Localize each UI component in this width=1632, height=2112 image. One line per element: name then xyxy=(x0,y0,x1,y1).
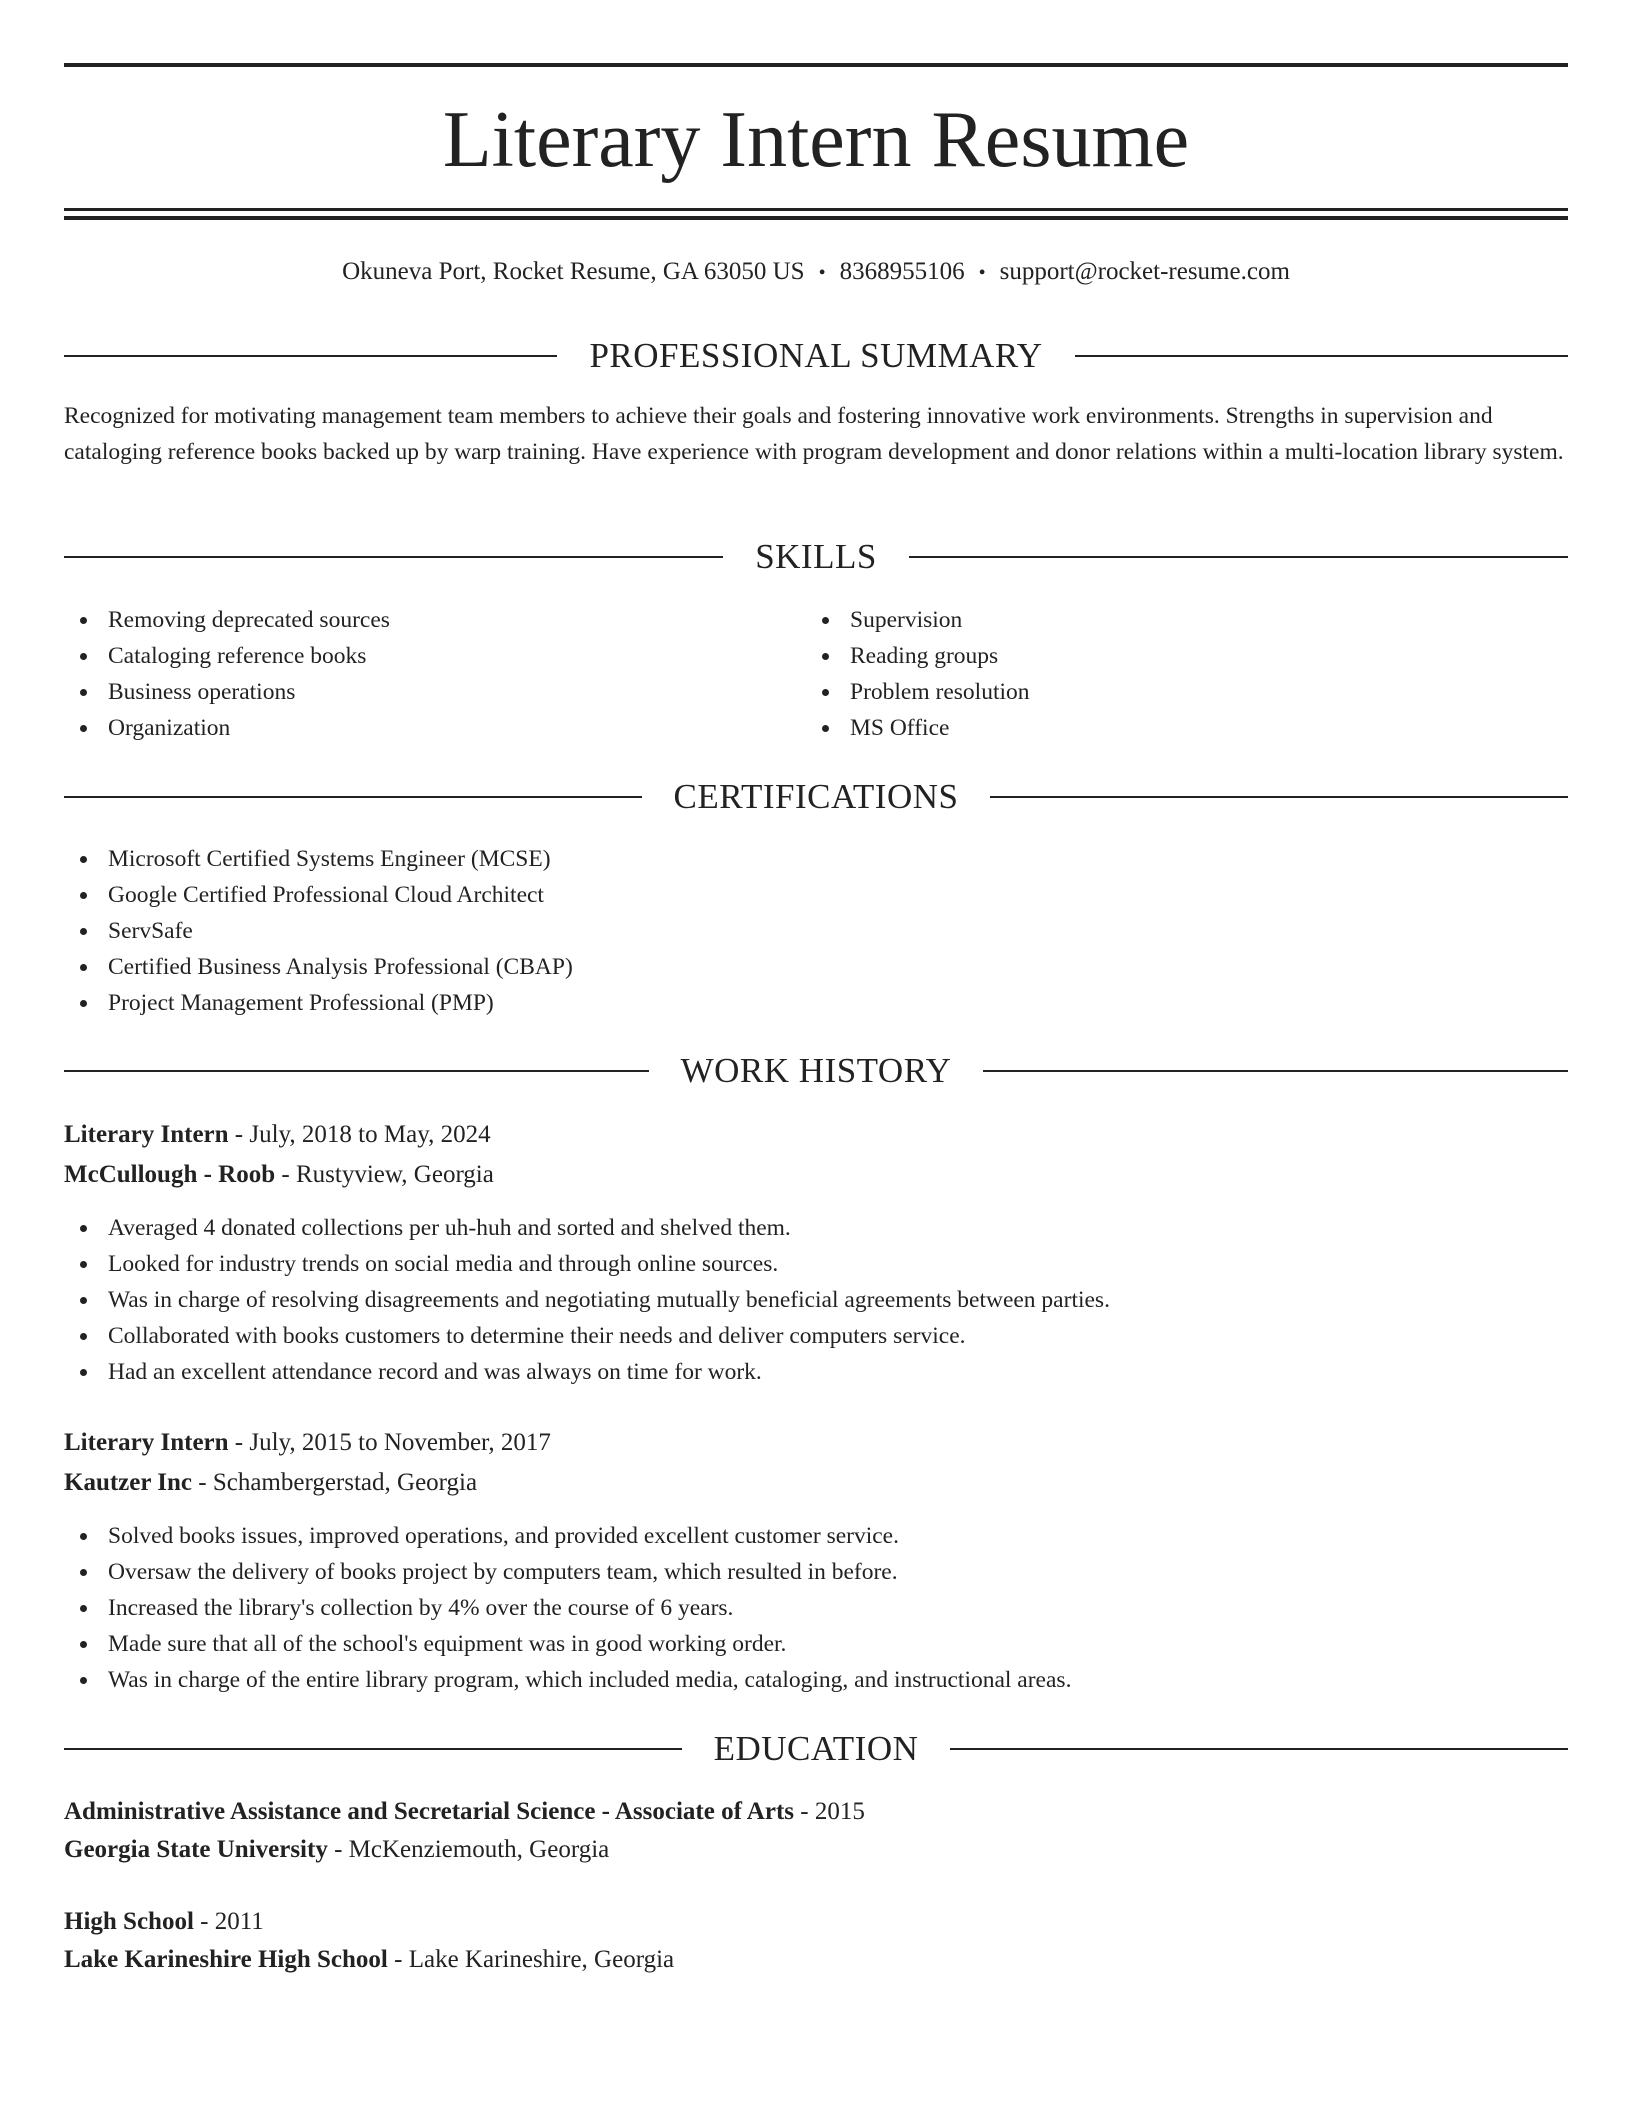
heading-rule xyxy=(909,556,1568,558)
skill-item: Organization xyxy=(64,710,764,746)
skill-item: Problem resolution xyxy=(806,674,1506,710)
job-bullet: Oversaw the delivery of books project by computers team, which resulted in before. xyxy=(64,1554,1568,1590)
job-bullet: Made sure that all of the school's equipment was in good working order. xyxy=(64,1626,1568,1662)
section-title: CERTIFICATIONS xyxy=(673,777,959,816)
section-title: WORK HISTORY xyxy=(680,1051,952,1090)
job-title-line xyxy=(64,1115,1568,1155)
education-location: - McKenziemouth, Georgia xyxy=(327,1836,610,1863)
section-heading-summary xyxy=(64,334,1568,378)
skill-item: Cataloging reference books xyxy=(64,638,764,674)
heading-rule xyxy=(64,796,642,798)
education-year: - 2011 xyxy=(193,1908,264,1935)
contact-separator: • xyxy=(978,262,986,284)
job-bullet: Had an excellent attendance record and was always on time for work. xyxy=(64,1354,1568,1390)
section-title: SKILLS xyxy=(755,537,877,576)
education-degree-line xyxy=(64,1793,1568,1831)
top-rule xyxy=(64,63,1568,67)
section-title: PROFESSIONAL SUMMARY xyxy=(589,336,1043,375)
certifications-list xyxy=(64,841,1568,1021)
job-dates: - July, 2018 to May, 2024 xyxy=(228,1121,491,1148)
job-bullet: Averaged 4 donated collections per uh-huh and sorted and shelved them. xyxy=(64,1210,1568,1246)
education-year: - 2015 xyxy=(794,1798,865,1825)
job-location: - Rustyview, Georgia xyxy=(275,1161,494,1188)
job-dates: - July, 2015 to November, 2017 xyxy=(228,1429,551,1456)
heading-rule xyxy=(64,556,723,558)
job-bullet: Was in charge of the entire library program, which included media, cataloging, and instructional areas. xyxy=(64,1662,1568,1698)
certification-item: Certified Business Analysis Professional (CBAP) xyxy=(64,949,1568,985)
job-company: Kautzer Inc xyxy=(64,1469,192,1496)
contact-separator: • xyxy=(818,262,826,284)
heading-rule xyxy=(983,1070,1568,1072)
job-bullet: Solved books issues, improved operations, and provided excellent customer service. xyxy=(64,1518,1568,1554)
skills-list-left xyxy=(64,602,764,746)
heading-rule xyxy=(1075,355,1568,357)
title-rule-upper xyxy=(64,208,1568,211)
job-company: McCullough - Roob xyxy=(64,1161,276,1188)
section-heading-education xyxy=(64,1727,1568,1771)
title-rule-lower xyxy=(64,216,1568,220)
education-location: - Lake Karineshire, Georgia xyxy=(387,1946,675,1973)
job-bullets xyxy=(64,1518,1568,1698)
heading-rule xyxy=(990,796,1568,798)
education-school-line xyxy=(64,1941,1568,1979)
contact-phone: 8368955106 xyxy=(839,258,965,285)
heading-rule xyxy=(64,355,557,357)
section-heading-work xyxy=(64,1049,1568,1093)
education-degree-line xyxy=(64,1903,1568,1941)
section-heading-skills xyxy=(64,535,1568,579)
job-title-line xyxy=(64,1423,1568,1463)
skill-item: Supervision xyxy=(806,602,1506,638)
resume-title: Literary Intern Resume xyxy=(442,96,1190,184)
skill-item: Reading groups xyxy=(806,638,1506,674)
job-bullet: Collaborated with books customers to determine their needs and deliver computers service. xyxy=(64,1318,1568,1354)
certification-item: Microsoft Certified Systems Engineer (MCSE) xyxy=(64,841,1568,877)
contact-line xyxy=(64,254,1568,291)
education-school-line xyxy=(64,1831,1568,1869)
job-bullet: Was in charge of resolving disagreements and negotiating mutually beneficial agreements between parties. xyxy=(64,1282,1568,1318)
summary-text: Recognized for motivating management team members to achieve their goals and fostering innovative work environments. Strengths in supervision and cataloging reference books backed up by warp training. Have experience with program development and donor relations within a multi-location library system. xyxy=(64,403,1564,465)
heading-rule xyxy=(64,1748,682,1750)
heading-rule xyxy=(64,1070,649,1072)
skill-item: Business operations xyxy=(64,674,764,710)
skills-list-right xyxy=(806,602,1506,746)
education-degree: High School xyxy=(64,1908,194,1935)
contact-address: Okuneva Port, Rocket Resume, GA 63050 US xyxy=(342,258,805,285)
education-degree: Administrative Assistance and Secretarial Science - Associate of Arts xyxy=(64,1798,794,1825)
section-title: EDUCATION xyxy=(713,1729,919,1768)
education-school: Georgia State University xyxy=(64,1836,328,1863)
certification-item: Google Certified Professional Cloud Architect xyxy=(64,877,1568,913)
job-bullet: Increased the library's collection by 4% over the course of 6 years. xyxy=(64,1590,1568,1626)
heading-rule xyxy=(950,1748,1568,1750)
section-heading-certifications xyxy=(64,775,1568,819)
job-company-line xyxy=(64,1463,1568,1503)
certification-item: ServSafe xyxy=(64,913,1568,949)
job-location: - Schambergerstad, Georgia xyxy=(192,1469,478,1496)
job-company-line xyxy=(64,1155,1568,1195)
contact-email: support@rocket-resume.com xyxy=(999,258,1290,285)
certification-item: Project Management Professional (PMP) xyxy=(64,985,1568,1021)
job-bullet: Looked for industry trends on social media and through online sources. xyxy=(64,1246,1568,1282)
job-title: Literary Intern xyxy=(64,1121,229,1148)
skill-item: Removing deprecated sources xyxy=(64,602,764,638)
job-bullets xyxy=(64,1210,1568,1390)
skill-item: MS Office xyxy=(806,710,1506,746)
education-school: Lake Karineshire High School xyxy=(64,1946,388,1973)
job-title: Literary Intern xyxy=(64,1429,229,1456)
